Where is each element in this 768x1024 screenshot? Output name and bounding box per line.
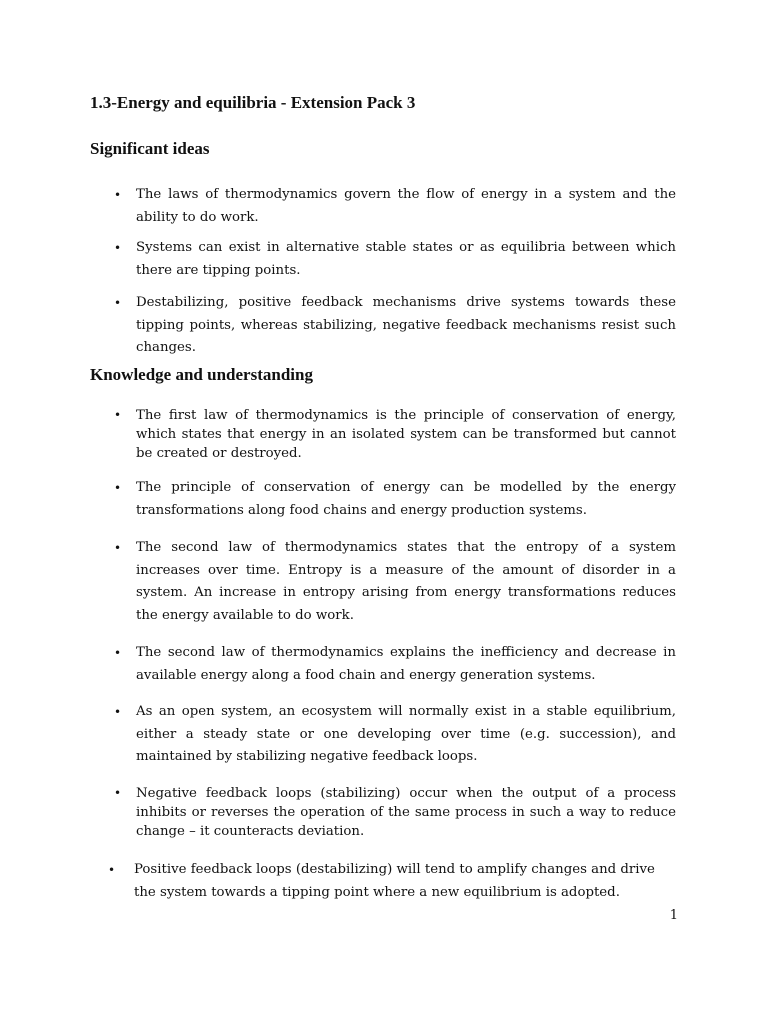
list-item-text: Negative feedback loops (stabilizing) occur when the output of a process inhibits or reverses the operation of the same process in such a way to reduce change – it counteracts deviation. — [136, 786, 676, 839]
list-item — [114, 406, 676, 463]
list-item-text: The second law of thermodynamics explains the inefficiency and decrease in available energy along a food chain and energy generation systems. — [136, 645, 676, 683]
list-item-text: The principle of conservation of energy can be modelled by the energy transformations along food chains and energy production systems. — [136, 480, 676, 518]
bullet-icon: • — [114, 188, 122, 202]
list-item-text: As an open system, an ecosystem will normally exist in a stable equilibrium, either a steady state or one developing over time (e.g. succession), and maintained by stabilizing negative feedback loops. — [136, 704, 676, 764]
bullet-icon: • — [114, 408, 122, 422]
list-item-text: Positive feedback loops (destabilizing) will tend to amplify changes and drive the system towards a tipping point where a new equilibrium is adopted. — [134, 862, 655, 900]
bullet-icon: • — [114, 241, 122, 255]
list-item — [114, 701, 676, 769]
bullet-icon: • — [114, 705, 122, 719]
list-item-text: The laws of thermodynamics govern the flow of energy in a system and the ability to do work. — [136, 187, 676, 225]
list-item — [108, 859, 664, 904]
list-item — [114, 237, 676, 282]
list-item-text: Systems can exist in alternative stable states or as equilibria between which there are tipping points. — [136, 240, 676, 278]
significant-ideas-heading: Significant ideas — [90, 139, 210, 158]
list-item — [114, 537, 676, 627]
bullet-icon: • — [114, 786, 122, 800]
list-item — [114, 477, 676, 522]
bullet-icon: • — [114, 646, 122, 660]
list-item-text: The second law of thermodynamics states that the entropy of a system increases over time. Entropy is a measure of the amount of disorder in a system. An increase in entropy arising from energy transformations reduces the energy available to do work. — [136, 540, 676, 623]
document-title: 1.3-Energy and equilibria - Extension Pack 3 — [90, 93, 416, 112]
bullet-icon: • — [114, 481, 122, 495]
list-item — [114, 642, 676, 687]
list-item — [114, 184, 676, 229]
bullet-icon: • — [108, 863, 116, 877]
bullet-icon: • — [114, 541, 122, 555]
list-item — [114, 292, 676, 360]
bullet-icon: • — [114, 296, 122, 310]
knowledge-understanding-heading: Knowledge and understanding — [90, 365, 313, 384]
list-item-text: Destabilizing, positive feedback mechanisms drive systems towards these tipping points, whereas stabilizing, negative feedback mechanisms resist such changes. — [136, 295, 676, 355]
page-number: 1 — [669, 908, 678, 923]
list-item — [114, 784, 676, 841]
list-item-text: The first law of thermodynamics is the principle of conservation of energy, which states that energy in an isolated system can be transformed but cannot be created or destroyed. — [136, 408, 676, 461]
